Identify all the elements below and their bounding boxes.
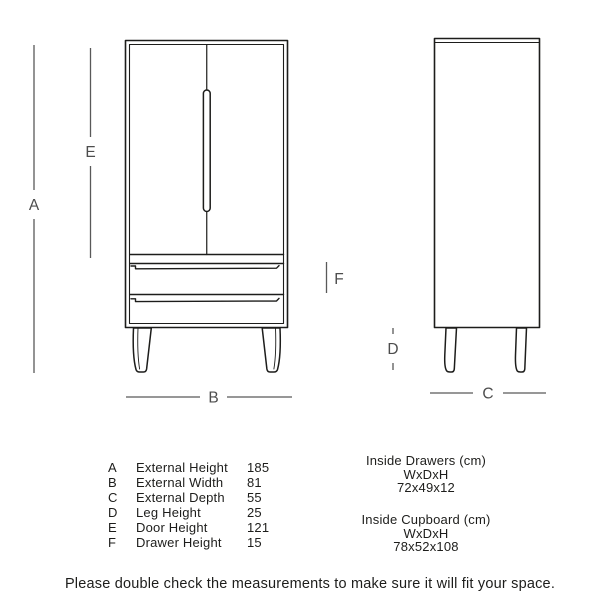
legend-value: 15 [247, 535, 262, 550]
dim-label-d: D [387, 341, 399, 358]
dim-label-a: A [28, 197, 40, 214]
legend-row [108, 505, 269, 520]
legend-label: Door Height [136, 520, 208, 535]
legend-label: Drawer Height [136, 535, 222, 550]
legend-key: F [108, 535, 117, 550]
legend-label: Leg Height [136, 505, 201, 520]
dim-label-f: F [334, 271, 344, 288]
legend-label: External Width [136, 475, 224, 490]
legend-row [108, 520, 269, 535]
legend-key: E [108, 520, 117, 535]
legend-key: C [108, 490, 118, 505]
inside-cupboard-dimensions [326, 513, 526, 554]
side-left-leg [445, 328, 457, 372]
dim-label-b: B [208, 389, 219, 407]
legend-row [108, 460, 269, 475]
dim-label-c: C [482, 385, 494, 403]
front-view [126, 41, 288, 373]
side-view [435, 39, 540, 373]
inside-drawers-dimensions [326, 454, 526, 495]
inside-cupboard-value: 78x52x108 [393, 539, 459, 554]
measurements-legend [108, 460, 269, 550]
door-handle [203, 90, 210, 212]
dimension-labels [29, 144, 494, 407]
side-body [435, 39, 540, 328]
legend-key: A [108, 460, 117, 475]
drawer-1-handle-lip [131, 266, 279, 269]
inside-cupboard-format: WxDxH [403, 525, 449, 541]
legend-label: External Height [136, 460, 228, 475]
legend-value: 25 [247, 505, 262, 520]
dimension-lines [34, 45, 546, 397]
legend-row [108, 475, 269, 490]
legend-key: D [108, 505, 118, 520]
legend-value: 55 [247, 490, 262, 505]
inside-drawers-value: 72x49x12 [397, 480, 455, 495]
legend-key: B [108, 475, 117, 490]
legend-row [108, 535, 269, 550]
legend-value: 121 [247, 520, 270, 535]
legend-label: External Depth [136, 490, 225, 505]
legend-row [108, 490, 269, 505]
front-left-leg [133, 328, 151, 372]
dim-label-e: E [85, 144, 96, 161]
measurement-disclaimer: Please double check the measurements to make sure it will fit your space. [64, 576, 556, 592]
inside-drawers-title: Inside Drawers (cm) [365, 453, 487, 468]
inside-drawers-format: WxDxH [403, 466, 449, 482]
side-right-leg [515, 328, 526, 372]
drawer-2-handle-lip [131, 298, 279, 301]
front-right-leg [262, 328, 280, 372]
legend-value: 185 [247, 460, 270, 475]
inside-cupboard-title: Inside Cupboard (cm) [361, 512, 491, 527]
legend-value: 81 [247, 475, 262, 490]
